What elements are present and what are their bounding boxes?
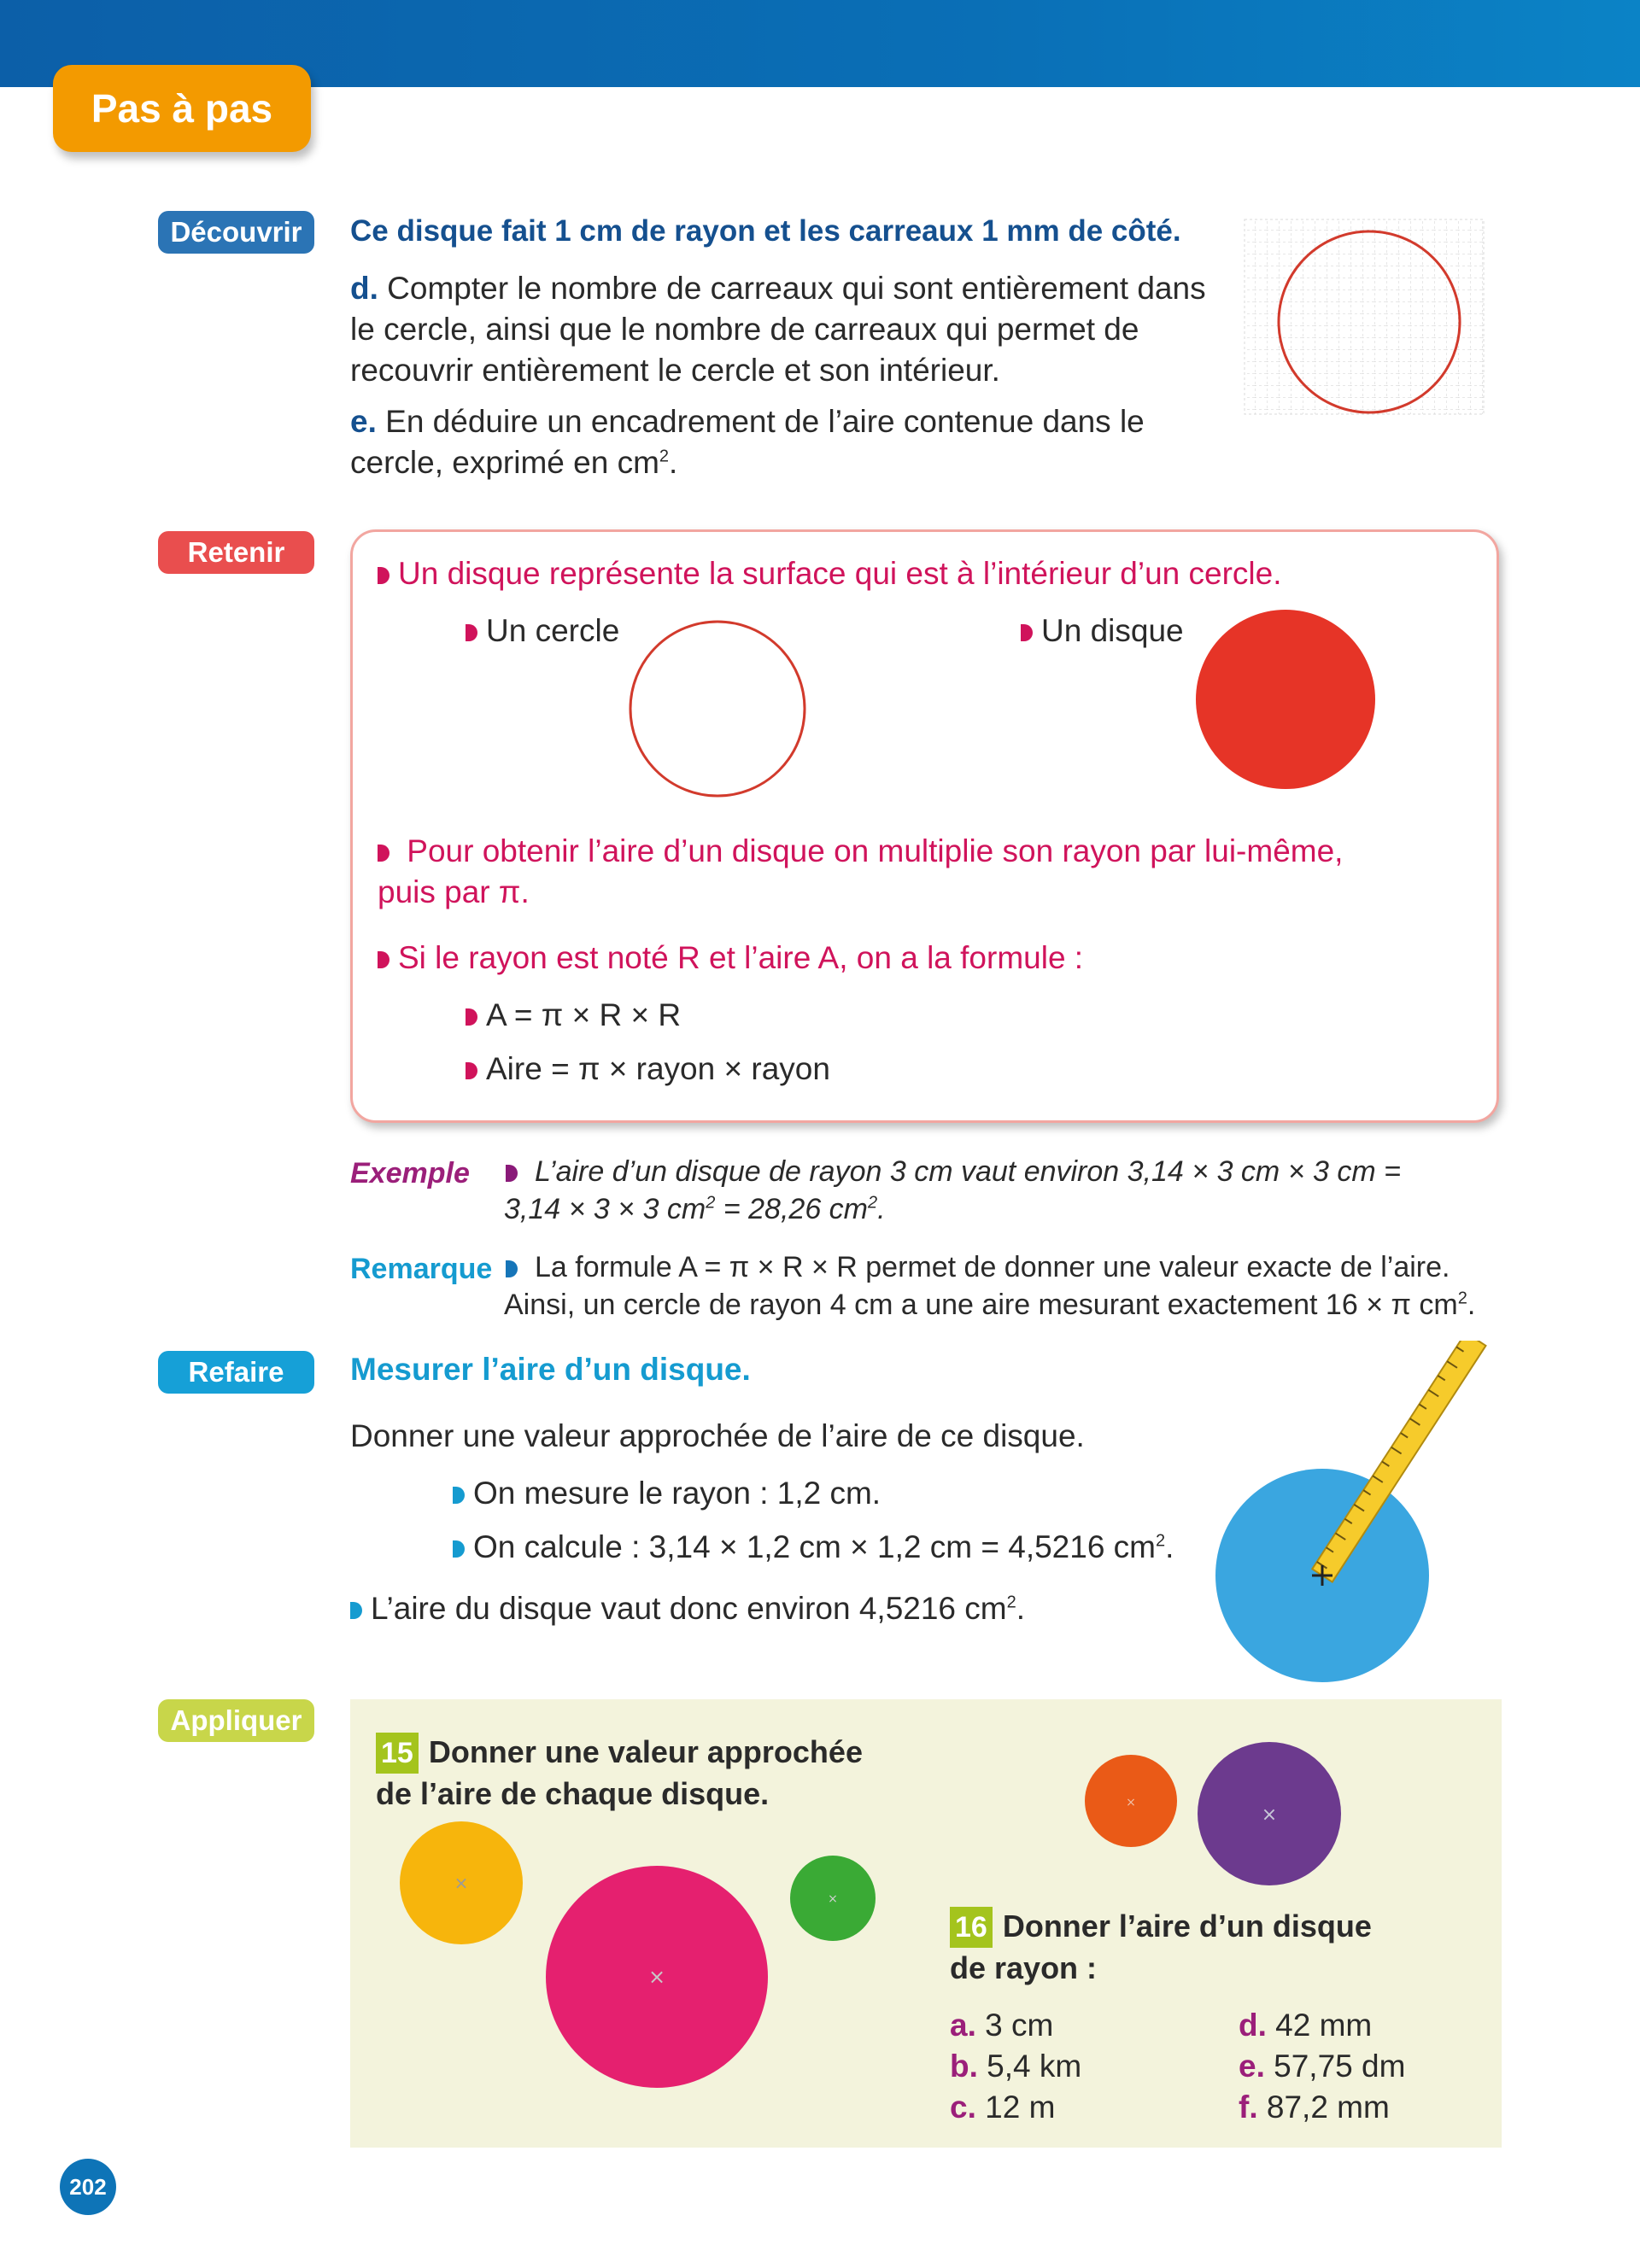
retenir-p3	[378, 938, 1083, 979]
item-letter: a.	[950, 2008, 976, 2043]
remarque-text	[504, 1248, 1475, 1324]
label-appliquer: Appliquer	[158, 1699, 314, 1742]
grid-circle-figure	[1243, 218, 1486, 418]
formula-1-text: A = π × R × R	[486, 997, 682, 1032]
remarque-sup: 2	[1457, 1289, 1467, 1308]
refaire-intro: Donner une valeur approchée de l’aire de ce disque.	[350, 1418, 1085, 1453]
bullet-icon	[378, 567, 390, 584]
bullet-icon	[378, 951, 390, 968]
cercle-label-text: Un cercle	[486, 613, 620, 648]
ex16-item-f	[1239, 2087, 1390, 2128]
remarque-line2: Ainsi, un cercle de rayon 4 cm a une aire mesurant exactement 16 × π cm	[504, 1289, 1458, 1321]
remarque-line1: La formule A = π × R × R permet de donner une valeur exacte de l’aire.	[535, 1251, 1450, 1283]
formula-2-text: Aire = π × rayon × rayon	[486, 1051, 830, 1086]
e-line-2: cercle, exprimé en cm	[350, 445, 659, 480]
measured-disc-figure	[1209, 1341, 1491, 1691]
center-mark-icon: ×	[1126, 1796, 1136, 1809]
exemple-label: Exemple	[350, 1157, 470, 1190]
disc-filled-figure	[1194, 608, 1377, 791]
formula-2	[466, 1049, 830, 1090]
exemple-line1: L’aire d’un disque de rayon 3 cm vaut environ 3,14 × 3 cm × 3 cm =	[535, 1155, 1401, 1188]
mm-grid	[1245, 219, 1484, 414]
item-value: 5,4 km	[987, 2049, 1082, 2084]
disque-label	[1021, 611, 1184, 652]
question-e	[350, 401, 1145, 483]
bullet-icon	[350, 1602, 362, 1619]
formula-1	[466, 995, 681, 1036]
bullet-icon	[506, 1260, 518, 1277]
bullet-icon	[453, 1487, 465, 1504]
remarque-label: Remarque	[350, 1253, 493, 1285]
refaire-step2-text: On calcule : 3,14 × 1,2 cm × 1,2 cm = 4,5216 cm	[473, 1529, 1157, 1564]
remarque-end: .	[1467, 1289, 1476, 1321]
refaire-conclusion-end: .	[1016, 1591, 1026, 1626]
refaire-conclusion	[350, 1588, 1025, 1629]
ex16-line1: Donner l’aire d’un disque	[1002, 1909, 1372, 1944]
item-letter: d.	[1239, 2008, 1267, 2043]
ex16-item-e	[1239, 2046, 1405, 2087]
item-value: 87,2 mm	[1266, 2090, 1390, 2125]
bullet-icon	[1021, 624, 1033, 641]
letter-d: d.	[350, 271, 378, 306]
ex16-item-c	[950, 2087, 1055, 2128]
refaire-conclusion-text: L’aire du disque vaut donc environ 4,5216 cm	[371, 1591, 1007, 1626]
item-value: 57,75 dm	[1274, 2049, 1406, 2084]
d-line-1: Compter le nombre de carreaux qui sont entièrement dans	[387, 271, 1206, 306]
exemple-line2c: .	[877, 1193, 886, 1225]
question-d	[350, 268, 1206, 391]
ex15-line2: de l’aire de chaque disque.	[376, 1776, 770, 1811]
center-mark-icon: ×	[647, 1965, 666, 1989]
item-value: 42 mm	[1275, 2008, 1373, 2043]
circle-outline-figure	[628, 619, 807, 798]
exemple-line2a: 3,14 × 3 × 3 cm	[504, 1193, 706, 1225]
disc-filled	[1196, 610, 1375, 789]
disque-label-text: Un disque	[1041, 613, 1184, 648]
d-line-3: recouvrir entièrement le cercle et son intérieur.	[350, 353, 1000, 388]
e-end: .	[669, 445, 678, 480]
d-line-2: le cercle, ainsi que le nombre de carreaux qui permet de	[350, 312, 1139, 347]
ex16-number: 16	[950, 1907, 993, 1948]
exemple-line2b: = 28,26 cm	[715, 1193, 868, 1225]
refaire-step1-text: On mesure le rayon : 1,2 cm.	[473, 1476, 882, 1511]
page-number: 202	[60, 2159, 116, 2215]
retenir-p2-line2: puis par π.	[378, 874, 530, 909]
retenir-p1	[378, 553, 1282, 594]
section-tab: Pas à pas	[53, 65, 311, 152]
exemple-sup1: 2	[706, 1193, 716, 1213]
ex15-line1: Donner une valeur approchée	[428, 1734, 863, 1769]
ex16	[950, 1906, 1372, 1989]
item-letter: e.	[1239, 2049, 1265, 2084]
exemple-text	[504, 1153, 1401, 1228]
e-sup: 2	[659, 447, 670, 466]
center-mark-icon: ×	[454, 1873, 469, 1893]
cercle-label	[466, 611, 619, 652]
retenir-p3-text: Si le rayon est noté R et l’aire A, on a la formule :	[398, 940, 1084, 975]
ex16-item-b	[950, 2046, 1081, 2087]
label-retenir: Retenir	[158, 531, 314, 574]
item-letter: f.	[1239, 2090, 1258, 2125]
bullet-icon	[466, 624, 477, 641]
ex15-number: 15	[376, 1733, 419, 1774]
retenir-p1-text: Un disque représente la surface qui est à l’intérieur d’un cercle.	[398, 556, 1282, 591]
refaire-step2-sup: 2	[1156, 1531, 1166, 1551]
bullet-icon	[453, 1540, 465, 1558]
item-value: 12 m	[985, 2090, 1056, 2125]
center-mark-icon: ×	[828, 1892, 838, 1906]
ex16-item-d	[1239, 2005, 1372, 2046]
bullet-icon	[466, 1008, 477, 1026]
item-value: 3 cm	[985, 2008, 1054, 2043]
refaire-title: Mesurer l’aire d’un disque.	[350, 1352, 751, 1387]
refaire-step2-end: .	[1165, 1529, 1174, 1564]
e-line-1: En déduire un encadrement de l’aire contenue dans le	[385, 404, 1145, 439]
label-decouvrir: Découvrir	[158, 211, 314, 254]
bullet-icon	[378, 845, 390, 862]
exemple-sup2: 2	[868, 1193, 878, 1213]
retenir-p2	[378, 831, 1343, 913]
center-mark-icon: ×	[1261, 1804, 1278, 1826]
refaire-conclusion-sup: 2	[1006, 1593, 1016, 1612]
bullet-icon	[506, 1165, 518, 1182]
circle-outline	[630, 622, 805, 796]
letter-e: e.	[350, 404, 377, 439]
ex16-line2: de rayon :	[950, 1950, 1098, 1985]
ex16-item-a	[950, 2005, 1053, 2046]
refaire-step2	[453, 1527, 1174, 1568]
item-letter: b.	[950, 2049, 978, 2084]
bullet-icon	[466, 1062, 477, 1079]
item-letter: c.	[950, 2090, 976, 2125]
retenir-p2-line1: Pour obtenir l’aire d’un disque on multiplie son rayon par lui-même,	[398, 833, 1344, 868]
decouvrir-title: Ce disque fait 1 cm de rayon et les carreaux 1 mm de côté.	[350, 214, 1181, 248]
refaire-step1	[453, 1473, 881, 1514]
label-refaire: Refaire	[158, 1351, 314, 1394]
